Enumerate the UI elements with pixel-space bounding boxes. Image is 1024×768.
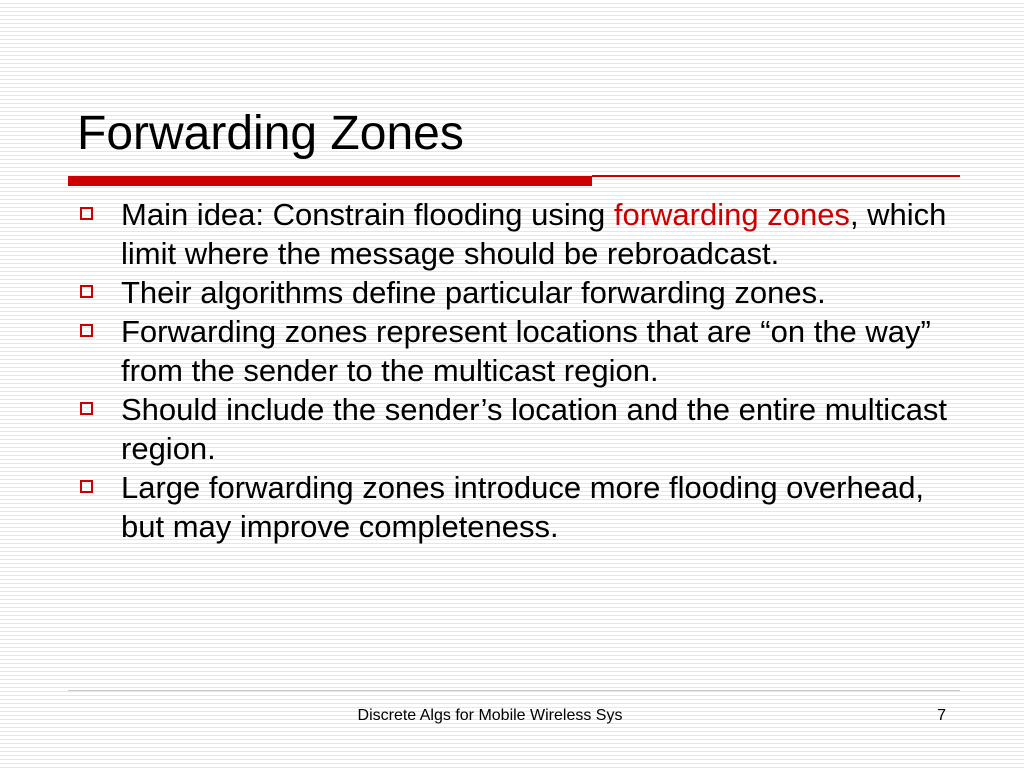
title-underline-thick [68,176,592,186]
bullet-item [80,312,960,390]
bullet-text [121,390,960,468]
bullet-item [80,195,960,273]
hollow-square-icon [80,285,93,298]
page-number: 7 [937,707,946,724]
bullet-segment: Main idea: Constrain flooding using [121,197,614,232]
bullet-segment: Forwarding zones represent locations that are “on the way” from the sender to the multicast region. [121,314,931,388]
bullet-segment: Large forwarding zones introduce more flooding overhead, but may improve completeness. [121,470,925,544]
bullet-text [121,273,960,312]
footer-divider [68,690,960,691]
bullet-text [121,195,960,273]
footer-text: Discrete Algs for Mobile Wireless Sys [357,707,623,724]
bullet-item [80,273,960,312]
bullet-text [121,312,960,390]
bullet-text [121,468,960,546]
hollow-square-icon [80,324,93,337]
bullet-segment: , which limit where the message should be rebroadcast. [121,197,947,271]
bullet-segment: Their algorithms define particular forwarding zones. [121,275,826,310]
hollow-square-icon [80,480,93,493]
hollow-square-icon [80,402,93,415]
bullet-segment: Should include the sender’s location and the entire multicast region. [121,392,948,466]
slide-title: Forwarding Zones [77,107,464,160]
bullet-item [80,390,960,468]
hollow-square-icon [80,207,93,220]
highlighted-term: forwarding zones [613,197,850,232]
bullet-item [80,468,960,546]
bullet-list [80,195,960,546]
title-underline-thin [592,175,960,177]
